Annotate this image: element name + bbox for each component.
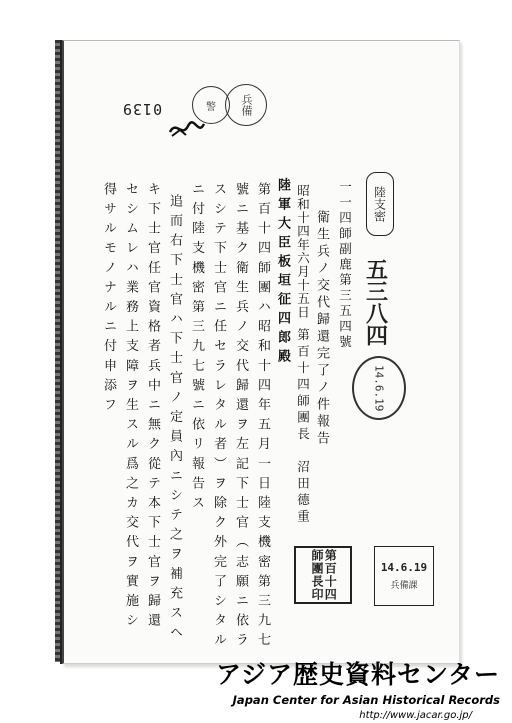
doc-date: 昭和十四年六月十五日 [295,184,311,319]
body-line: セシムレハ業務上支障ヲ生スル爲之カ交代ヲ實施シ [123,182,138,633]
binding-edge [55,40,62,662]
serial-number: 0139 [121,100,163,118]
body-line: 追而右下士官ハ下士官ノ定員內ニシテ之ヲ補充スヘ [167,194,182,645]
jacar-url[interactable]: http://www.jacar.go.jp/ [359,710,472,721]
doc-title: 衛生兵ノ交代歸還完了ノ件報告 [314,210,329,448]
handwritten-number-text: 五三八四 [362,258,388,346]
handwritten-number-stamp [358,252,392,352]
body-line: ニ付陸支機密第三九七號ニ依リ報告ス [189,182,204,516]
body-line: キ下士官任官資格者兵中ニ無ク從テ本下士官ヲ歸還 [145,182,160,633]
body-line: 第百十四師團ハ昭和十四年五月一日陸支機密第三九七 [255,182,270,653]
stamp-top-right [225,84,267,126]
body-line: 得サルモノナルニ付申添フ [101,182,116,418]
body-line: スシテ下士官ニ任セラレタル者）ヲ除ク外完了シタル [211,182,226,653]
body-line: 號ニ基ク衛生兵ノ交代歸還ヲ左記下士官（志願ニ依ラ [233,182,248,653]
date-stamp-circle-text: 14.6.19 [372,364,386,412]
stamp-top-left-text: 警 [206,101,216,113]
receipt-date-stamp [374,546,434,606]
ink-scribble [168,118,208,140]
date-stamp-circle [352,356,406,420]
jacar-logo-en: Japan Center for Asian Historical Records [232,693,500,707]
commander-seal [294,546,352,604]
doc-number: 一一四師副鹿第三五四號 [337,180,353,351]
receipt-dept-text: 兵備課 [390,581,418,591]
jacar-logo-jp: アジア歴史資料センター [215,660,500,689]
archive-stamp-text: 陸支密 [372,186,387,222]
commander-seal-text: 第百十四師團長印 [310,549,338,601]
archive-stamp [366,172,394,236]
doc-recipient: 陸軍大臣板垣征四郎殿 [275,178,290,368]
doc-sender: 第百十四師團長 沼田德重 [295,328,311,526]
stamp-top-right-text: 兵備 [240,94,253,116]
receipt-date-text: 14.6.19 [380,561,428,574]
